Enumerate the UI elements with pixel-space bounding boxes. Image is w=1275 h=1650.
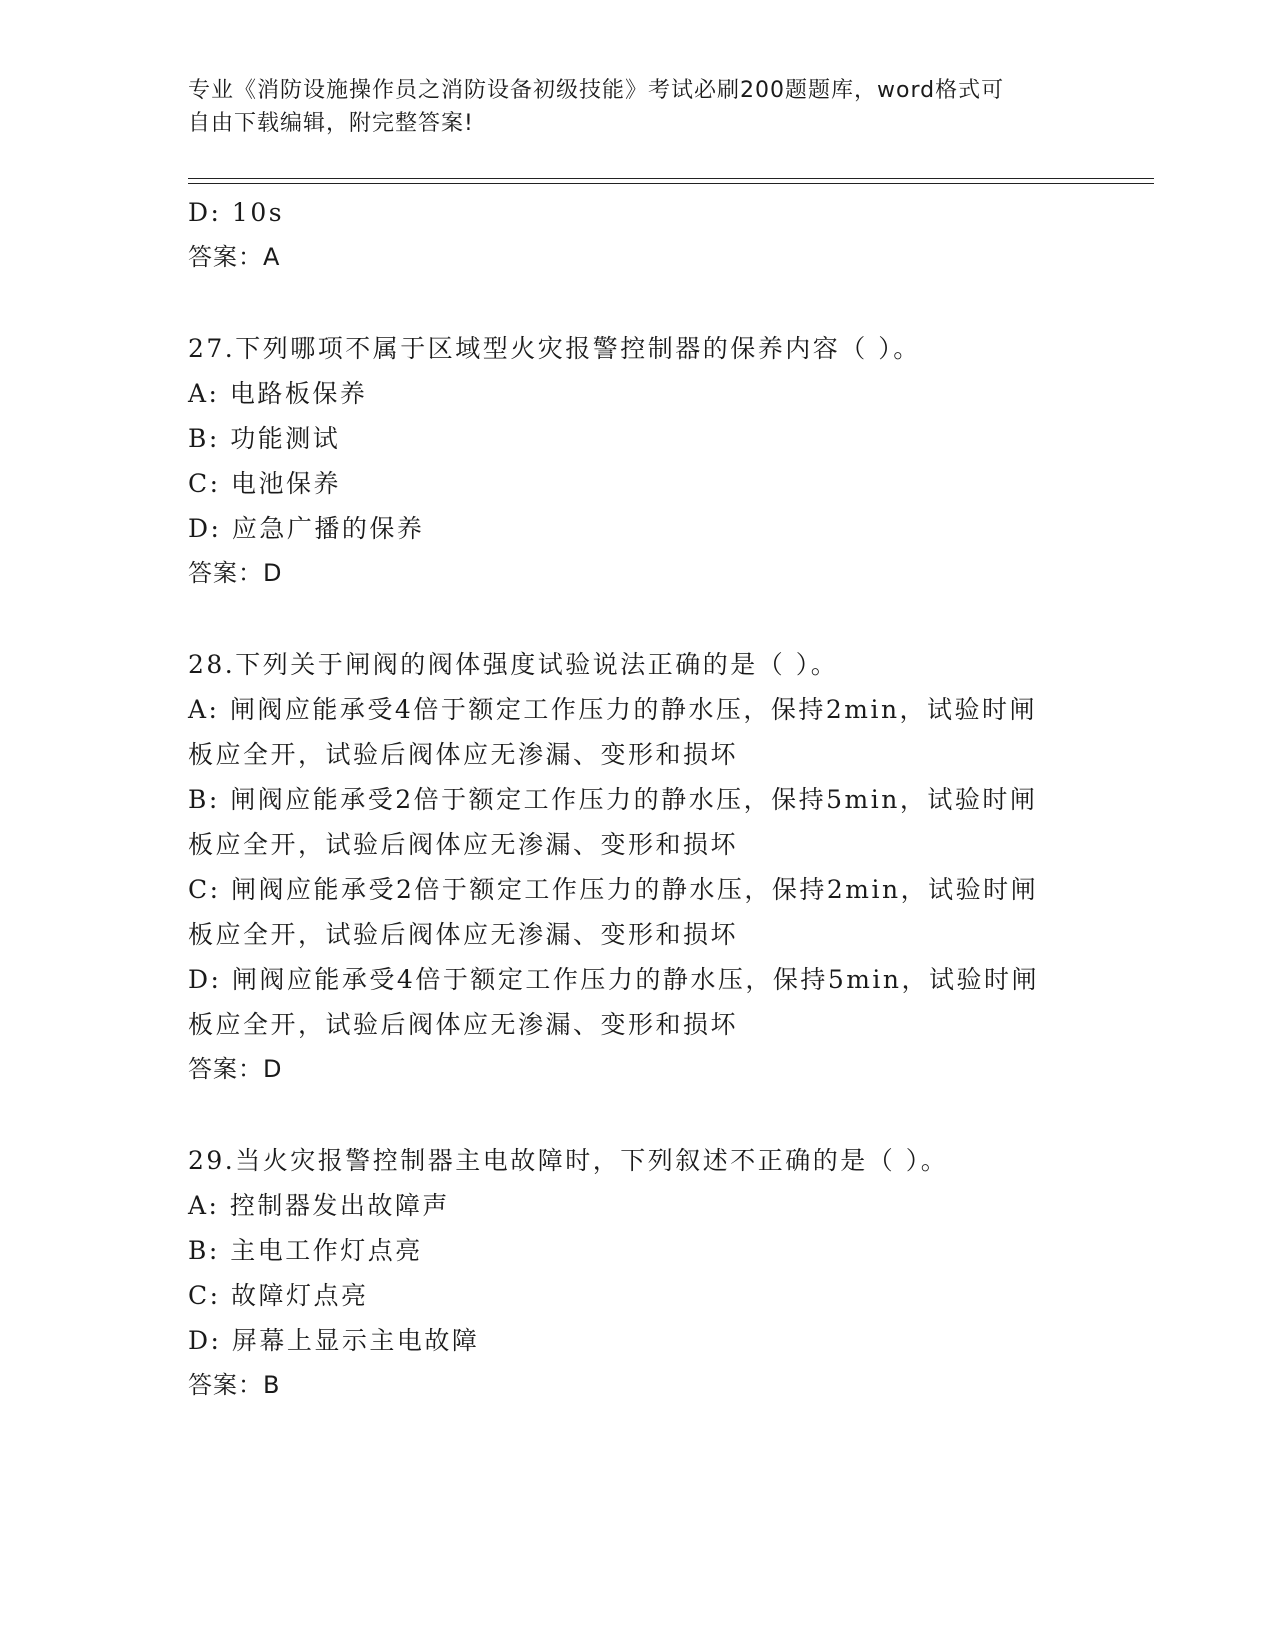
option-d: D: 10s <box>188 198 285 227</box>
option-d-continued: 板应全开，试验后阀体应无渗漏、变形和损坏 <box>188 1010 739 1039</box>
answer-line: 答案：B <box>188 1371 281 1399</box>
header-line-1: 专业《消防设施操作员之消防设备初级技能》考试必刷200题题库，word格式可 <box>188 78 1005 103</box>
option-a: A: 闸阀应能承受4倍于额定工作压力的静水压，保持2min，试验时闸 <box>188 695 1038 724</box>
question-stem: 28.下列关于闸阀的阀体强度试验说法正确的是（ ）。 <box>188 650 839 679</box>
option-c-continued: 板应全开，试验后阀体应无渗漏、变形和损坏 <box>188 920 739 949</box>
option-c: C: 故障灯点亮 <box>188 1281 369 1310</box>
option-a: A: 电路板保养 <box>188 379 368 408</box>
option-b: B: 闸阀应能承受2倍于额定工作压力的静水压，保持5min，试验时闸 <box>188 785 1038 814</box>
option-c: C: 电池保养 <box>188 469 341 498</box>
question-list <box>188 190 1088 1408</box>
question-28 <box>188 642 1088 1092</box>
option-a-continued: 板应全开，试验后阀体应无渗漏、变形和损坏 <box>188 740 739 769</box>
option-b-continued: 板应全开，试验后阀体应无渗漏、变形和损坏 <box>188 830 739 859</box>
option-d: D: 屏幕上显示主电故障 <box>188 1326 480 1355</box>
answer-line: 答案：D <box>188 559 283 587</box>
document-header <box>188 74 1088 140</box>
question-29 <box>188 1138 1088 1408</box>
question-stem: 29.当火灾报警控制器主电故障时，下列叙述不正确的是（ ）。 <box>188 1146 949 1175</box>
prev-question-tail <box>188 190 1088 280</box>
answer-line: 答案：D <box>188 1055 283 1083</box>
option-d: D: 闸阀应能承受4倍于额定工作压力的静水压，保持5min，试验时闸 <box>188 965 1040 994</box>
option-c: C: 闸阀应能承受2倍于额定工作压力的静水压，保持2min，试验时闸 <box>188 875 1039 904</box>
question-27 <box>188 326 1088 596</box>
option-a: A: 控制器发出故障声 <box>188 1191 450 1220</box>
header-line-2: 自由下载编辑，附完整答案! <box>188 111 474 136</box>
header-divider-top <box>188 178 1154 179</box>
header-divider-bottom <box>188 183 1154 184</box>
question-stem: 27.下列哪项不属于区域型火灾报警控制器的保养内容（ ）。 <box>188 334 921 363</box>
answer-line: 答案：A <box>188 243 281 271</box>
option-d: D: 应急广播的保养 <box>188 514 425 543</box>
option-b: B: 主电工作灯点亮 <box>188 1236 423 1265</box>
option-b: B: 功能测试 <box>188 424 341 453</box>
